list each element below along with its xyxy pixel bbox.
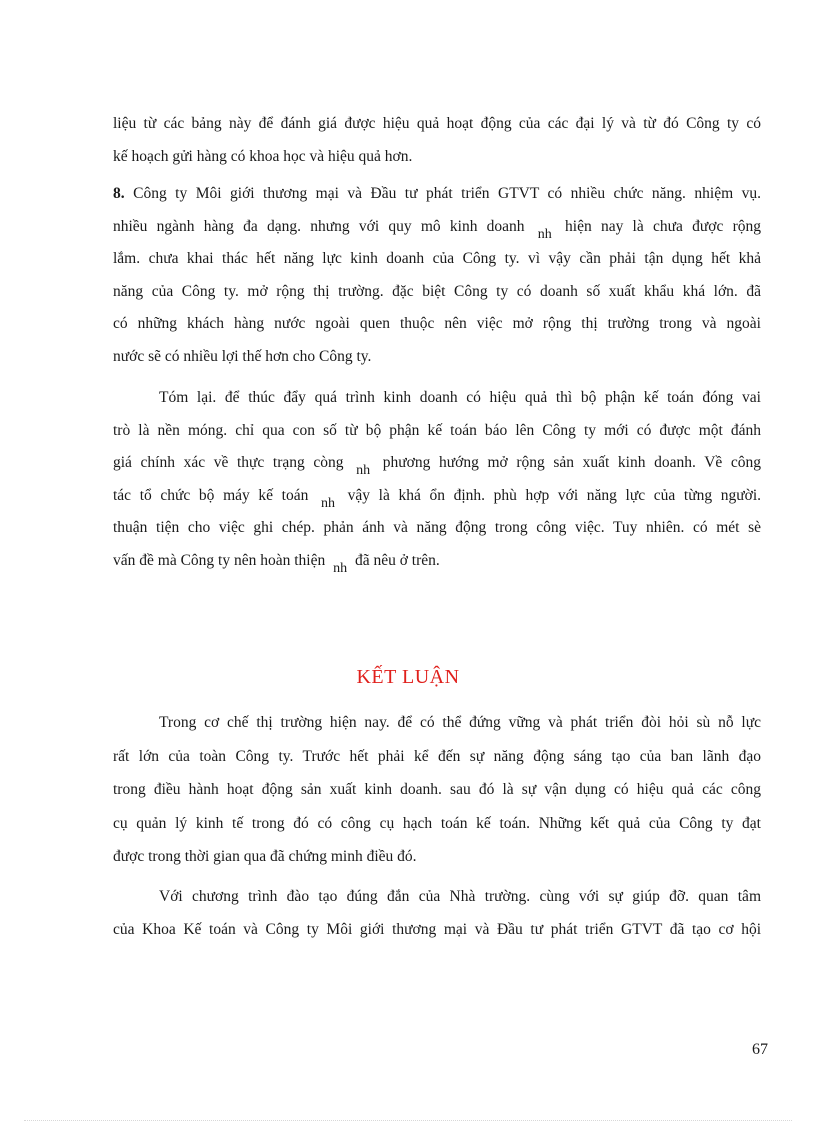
line-text: Tóm lại. để thúc đẩy quá trình kinh doanh có hiệu quả thì bộ phận kế toán đóng vai (159, 389, 761, 406)
line-text: Công ty Môi giới thương mại và Đầu tư phát triển GTVT có nhiều chức năng. nhiệm vụ. (133, 185, 761, 202)
text-line (113, 551, 761, 576)
line-text: đã nêu ở trên. (354, 551, 440, 569)
line-text: vậy là khá ổn định. phù hợp với năng lực của từng người. (347, 486, 762, 504)
line-text: trong điều hành hoạt động sản xuất kinh doanh. sau đó là sự vận dụng có hiệu quả các công (113, 781, 761, 798)
line-text: phương hướng mở rộng sản xuất kinh doanh. Về công (382, 454, 762, 471)
text-line (159, 713, 761, 733)
line-text: giá chính xác về thực trạng còng (113, 454, 344, 471)
line-text: lắm. chưa khai thác hết năng lực kinh doanh của Công ty. vì vậy cần phải tận dụng hết khả (113, 250, 761, 267)
paragraph-number: 8. (113, 185, 125, 202)
line-text: rất lớn của toàn Công ty. Trước hết phải kể đến sự năng động sáng tạo của ban lãnh đạo (113, 747, 761, 765)
subscript-fragment: nh (320, 495, 335, 511)
line-text: trò là nền móng. chỉ qua con số từ bộ phận kế toán báo lên Công ty mới có được một đánh (113, 421, 761, 439)
text-line (113, 147, 761, 167)
line-text: cụ quản lý kinh tế trong đó có công cụ hạch toán kế toán. Những kết quả của Công ty đạt (113, 814, 761, 832)
text-line (113, 847, 761, 867)
page-number: 67 (752, 1041, 768, 1058)
text-line (113, 184, 761, 204)
text-line (113, 114, 761, 134)
subscript-fragment: nh (537, 226, 552, 242)
line-text: kế hoạch gửi hàng có khoa học và hiệu quả hơn. (113, 147, 413, 165)
text-line (113, 747, 761, 767)
subscript-fragment: nh (333, 560, 348, 576)
line-text: tác tổ chức bộ máy kế toán (113, 486, 309, 504)
line-text: được trong thời gian qua đã chứng minh điều đó. (113, 848, 417, 865)
line-text: năng của Công ty. mở rộng thị trường. đặc biệt Công ty có doanh số xuất khẩu khá lớn. đã (113, 282, 761, 300)
line-text: của Khoa Kế toán và Công ty Môi giới thương mại và Đầu tư phát triển GTVT đã tạo cơ hội (113, 921, 761, 938)
text-line (113, 282, 761, 302)
line-text: liệu từ các bảng này để đánh giá được hiệu quả hoạt động của các đại lý và từ đó Công ty có (113, 115, 761, 132)
line-text: Trong cơ chế thị trường hiện nay. để có thể đứng vững và phát triển đòi hỏi sù nỗ lực (159, 714, 761, 731)
text-line (113, 814, 761, 834)
line-text: vấn đề mà Công ty nên hoàn thiện (113, 551, 326, 569)
page-bottom-rule (24, 1120, 792, 1121)
line-text: thuận tiện cho việc ghi chép. phản ánh và năng động trong công việc. Tuy nhiên. có mét sè (113, 519, 761, 536)
text-line (113, 249, 761, 269)
text-line (113, 486, 762, 511)
section-heading: KẾT LUẬN (356, 666, 460, 688)
line-text: nước sẽ có nhiều lợi thế hơn cho Công ty. (113, 347, 372, 365)
text-line (113, 920, 761, 940)
text-line (159, 388, 761, 408)
text-line (113, 780, 761, 800)
text-line (113, 347, 761, 367)
text-line (113, 453, 762, 478)
line-text: Với chương trình đào tạo đúng đắn của Nhà trường. cùng với sự giúp đỡ. quan tâm (159, 887, 761, 905)
subscript-fragment: nh (356, 463, 371, 478)
text-line (113, 217, 761, 242)
line-text: nhiều ngành hàng đa dạng. nhưng với quy mô kinh doanh (113, 217, 525, 235)
text-line (113, 518, 761, 538)
line-text: có những khách hàng nước ngoài quen thuộc nên việc mở rộng thị trường trong và ngoài (113, 315, 761, 332)
text-line (113, 314, 761, 334)
line-text: hiện nay là chưa được rộng (565, 217, 761, 235)
text-line (159, 887, 761, 907)
text-line (113, 421, 761, 441)
